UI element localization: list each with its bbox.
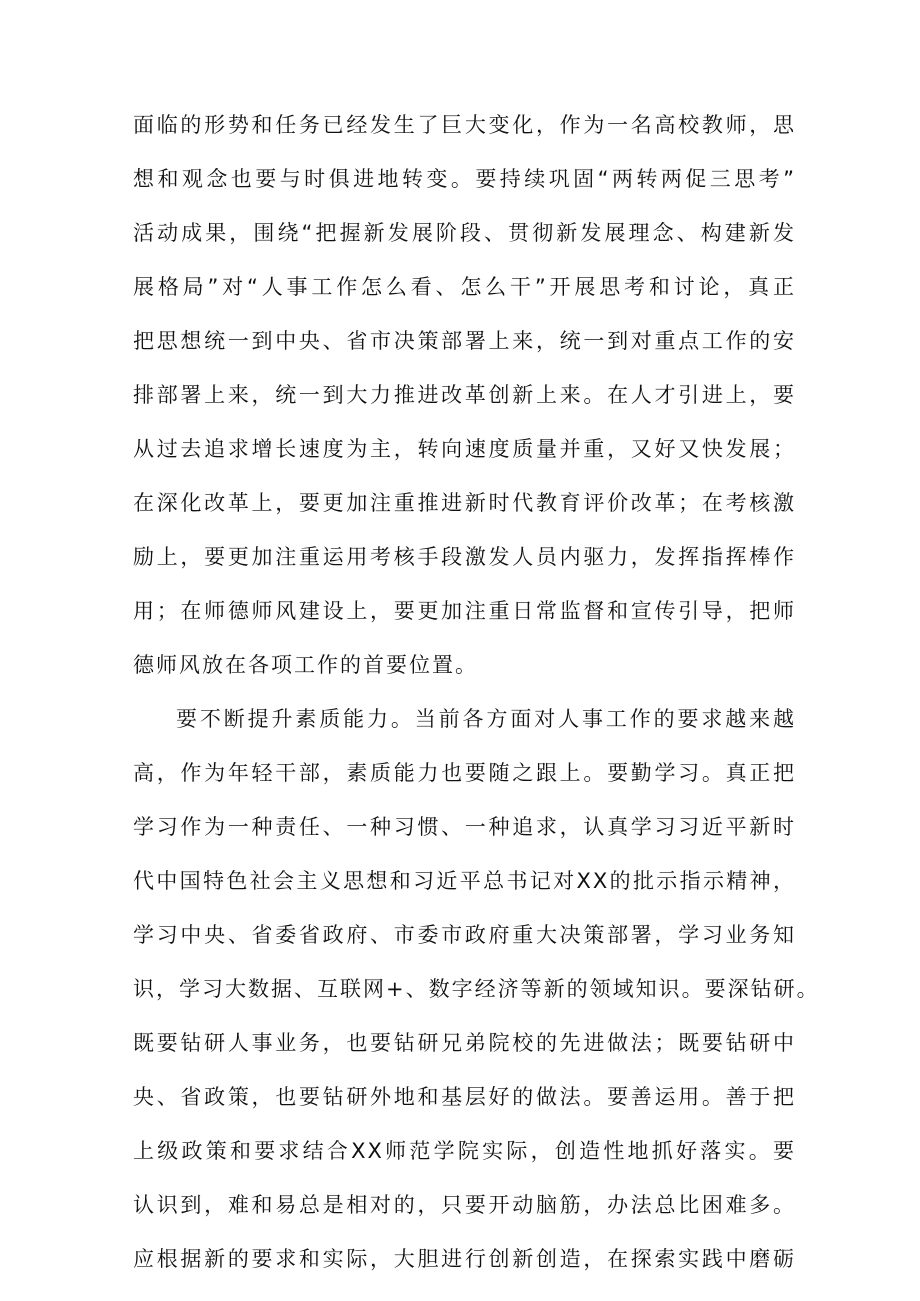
text-line: 想和观念也要与时俱进地转变。要持续巩固“两转两促三思考” <box>133 167 796 191</box>
text-line: 既要钻研人事业务，也要钻研兄弟院校的先进做法；既要钻研中 <box>133 1031 796 1055</box>
text-line: 励上，要更加注重运用考核手段激发人员内驱力，发挥指挥棒作 <box>133 545 796 569</box>
text-line: 央、省政策，也要钻研外地和基层好的做法。要善运用。善于把 <box>133 1085 796 1109</box>
text-line: 在深化改革上，要更加注重推进新时代教育评价改革；在考核激 <box>133 491 796 515</box>
text-line: 代中国特色社会主义思想和习近平总书记对XX的批示指示精神， <box>133 869 796 893</box>
text-line: 学习中央、省委省政府、市委市政府重大决策部署，学习业务知 <box>133 923 796 947</box>
text-line: 认识到，难和易总是相对的，只要开动脑筋，办法总比困难多。 <box>133 1193 796 1217</box>
text-line: 用；在师德师风建设上，要更加注重日常监督和宣传引导，把师 <box>133 599 796 623</box>
text-line: 应根据新的要求和实际，大胆进行创新创造，在探索实践中磨砺 <box>133 1247 796 1271</box>
text-line: 排部署上来，统一到大力推进改革创新上来。在人才引进上，要 <box>133 383 796 407</box>
text-line: 把思想统一到中央、省市决策部署上来，统一到对重点工作的安 <box>133 329 796 353</box>
text-line: 学习作为一种责任、一种习惯、一种追求，认真学习习近平新时 <box>133 815 796 839</box>
text-line: 上级政策和要求结合XX师范学院实际，创造性地抓好落实。要 <box>133 1139 796 1163</box>
text-line: 从过去追求增长速度为主，转向速度质量并重，又好又快发展； <box>133 437 796 461</box>
paragraph-2 <box>133 692 820 1286</box>
text-line: 活动成果，围绕“把握新发展阶段、贯彻新发展理念、构建新发 <box>133 221 796 245</box>
text-line: 高，作为年轻干部，素质能力也要随之跟上。要勤学习。真正把 <box>133 761 796 785</box>
text-line: 要不断提升素质能力。当前各方面对人事工作的要求越来越 <box>176 707 796 731</box>
text-line: 德师风放在各项工作的首要位置。 <box>133 653 478 677</box>
document-body <box>133 98 820 1286</box>
paragraph-1 <box>133 98 796 692</box>
text-line: 识，学习大数据、互联网+、数字经济等新的领域知识。要深钻研。 <box>133 977 820 1001</box>
text-line: 面临的形势和任务已经发生了巨大变化，作为一名高校教师，思 <box>133 113 796 137</box>
text-line: 展格局”对“人事工作怎么看、怎么干”开展思考和讨论，真正 <box>133 275 796 299</box>
